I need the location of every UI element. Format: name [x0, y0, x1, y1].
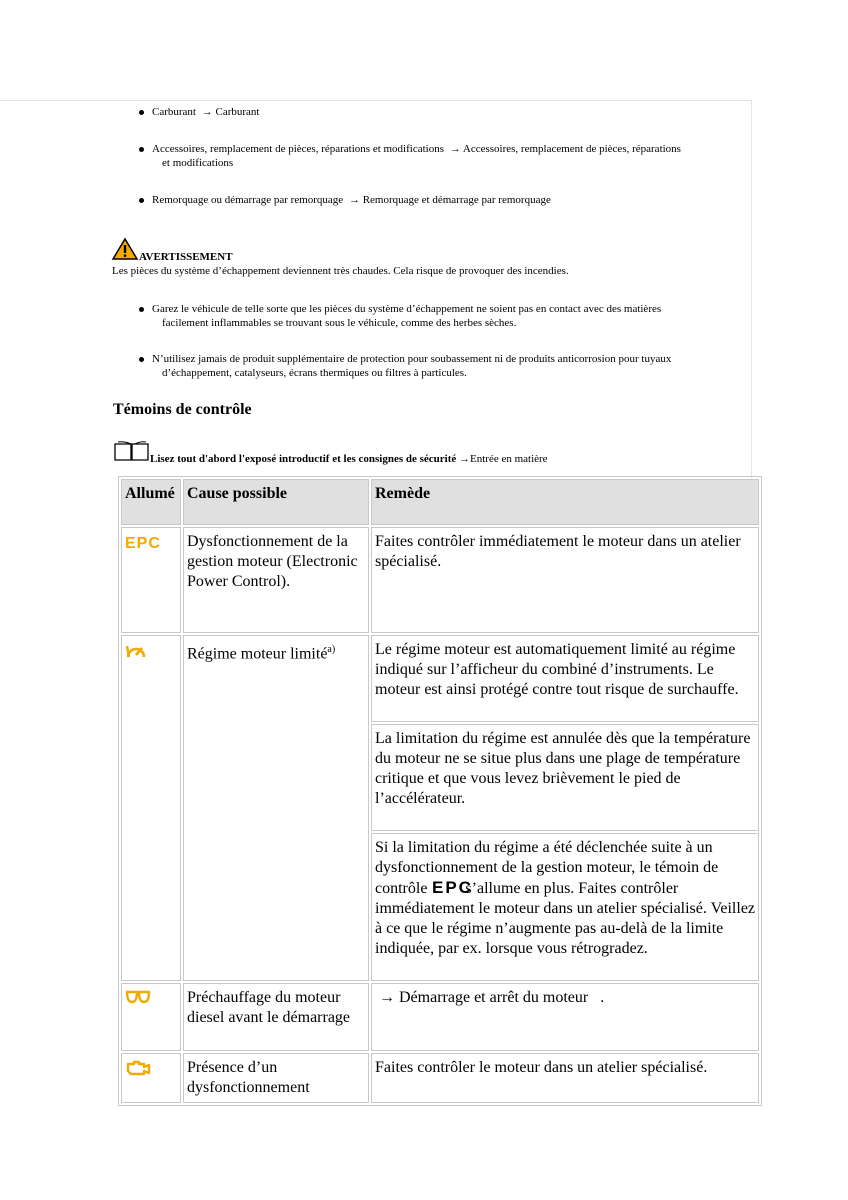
table-row: [121, 527, 759, 633]
cell-remedy: La limitation du régime est annulée dès que la température du moteur ne se situe plus dans une plage de température critique et que vous levez brièvement le pied de l’accélérateur.: [371, 724, 759, 831]
cell-remedy: [371, 833, 759, 981]
link-accessoires[interactable]: → Accessoires, remplacement de pièces, réparations: [449, 143, 681, 155]
cell-cause: Préchauffage du moteur diesel avant le démarrage: [183, 983, 369, 1051]
link-demarrage-arret[interactable]: → Démarrage et arrêt du moteur .: [375, 989, 605, 1006]
table-row: [121, 635, 759, 722]
cell-icon: [121, 527, 181, 633]
cell-cause: [183, 635, 369, 981]
warning-item-line: N’utilisez jamais de produit supplémentaire de protection pour soubassement ni de produits anticorrosion pour tuyaux: [152, 353, 672, 365]
epc-icon: [125, 534, 161, 552]
right-rule: [751, 100, 752, 478]
table-header-row: [121, 479, 759, 525]
bullet-icon: [139, 110, 144, 115]
header-remede: Remède: [371, 479, 759, 525]
cell-icon: [121, 1053, 181, 1103]
cell-remedy: Faites contrôler immédiatement le moteur dans un atelier spécialisé.: [371, 527, 759, 633]
rev-limit-icon: [125, 642, 147, 660]
cell-icon: [121, 983, 181, 1051]
header-allume: Allumé: [121, 479, 181, 525]
header-cause: Cause possible: [183, 479, 369, 525]
bullet-icon: [139, 357, 144, 362]
cell-icon: [121, 635, 181, 981]
link-remorquage[interactable]: → Remorquage et démarrage par remorquage: [348, 194, 551, 206]
cause-text: Régime moteur limité: [187, 645, 328, 663]
svg-text:EPC: EPC: [432, 878, 474, 897]
bullet-icon: [139, 147, 144, 152]
glow-plug-icon: [125, 990, 151, 1004]
warning-triangle-icon: [112, 238, 138, 260]
read-note-text: Lisez tout d'abord l'exposé introductif et les consignes de sécurité: [150, 453, 457, 465]
cell-remedy: [371, 983, 759, 1051]
link-entree-en-matiere[interactable]: →Entrée en matière: [459, 453, 548, 465]
bullet-icon: [139, 198, 144, 203]
bullet-icon: [139, 307, 144, 312]
warning-item-line: Garez le véhicule de telle sorte que les pièces du système d’échappement ne soient pas en contact avec des matières: [152, 303, 662, 315]
list-item-text: Carburant: [152, 106, 196, 118]
warning-lights-table: [118, 476, 762, 1106]
warning-item-line: d’échappement, catalyseurs, écrans thermiques ou filtres à particules.: [162, 367, 467, 379]
table-row: [121, 983, 759, 1051]
warning-title: AVERTISSEMENT: [139, 251, 233, 263]
open-book-icon: [113, 440, 151, 462]
read-note: [150, 453, 548, 465]
warning-item-line: facilement inflammables se trouvant sous le véhicule, comme des herbes sèches.: [162, 317, 517, 329]
epc-icon: [431, 878, 474, 897]
cell-cause: Présence d’un dysfonctionnement: [183, 1053, 369, 1103]
table-row: [121, 1053, 759, 1103]
list-item-text: Accessoires, remplacement de pièces, réparations et modifications: [152, 143, 444, 155]
footnote-marker: a): [327, 644, 336, 655]
remedy-text: Si la limitation du régime a été déclenchée suite à un dysfonctionnement de la gestion moteur, le témoin de contrôle: [375, 839, 719, 897]
list-item-text: Remorquage ou démarrage par remorquage: [152, 194, 344, 206]
link-accessoires-continued[interactable]: et modifications: [162, 157, 234, 169]
cell-remedy: Le régime moteur est automatiquement limité au régime indiqué sur l’afficheur du combiné d’instruments. Le moteur est ainsi protégé contre tout risque de surchauffe.: [371, 635, 759, 722]
link-carburant[interactable]: → Carburant: [201, 106, 260, 118]
section-title: Témoins de contrôle: [113, 401, 252, 418]
top-rule: [0, 100, 752, 101]
warning-text: Les pièces du système d’échappement deviennent très chaudes. Cela risque de provoquer des incendies.: [112, 265, 569, 277]
engine-check-icon: [125, 1060, 151, 1076]
cell-remedy: Faites contrôler le moteur dans un atelier spécialisé.: [371, 1053, 759, 1103]
cell-cause: Dysfonctionnement de la gestion moteur (Electronic Power Control).: [183, 527, 369, 633]
remedy-text: s’allume en plus. Faites contrôler immédiatement le moteur dans un atelier spécialisé. Veillez à ce que le régime n’augmente pas au-delà de la limite indiquée, par ex. lorsque vous rétrogradez.: [375, 880, 756, 957]
svg-text:EPC: EPC: [125, 535, 161, 552]
